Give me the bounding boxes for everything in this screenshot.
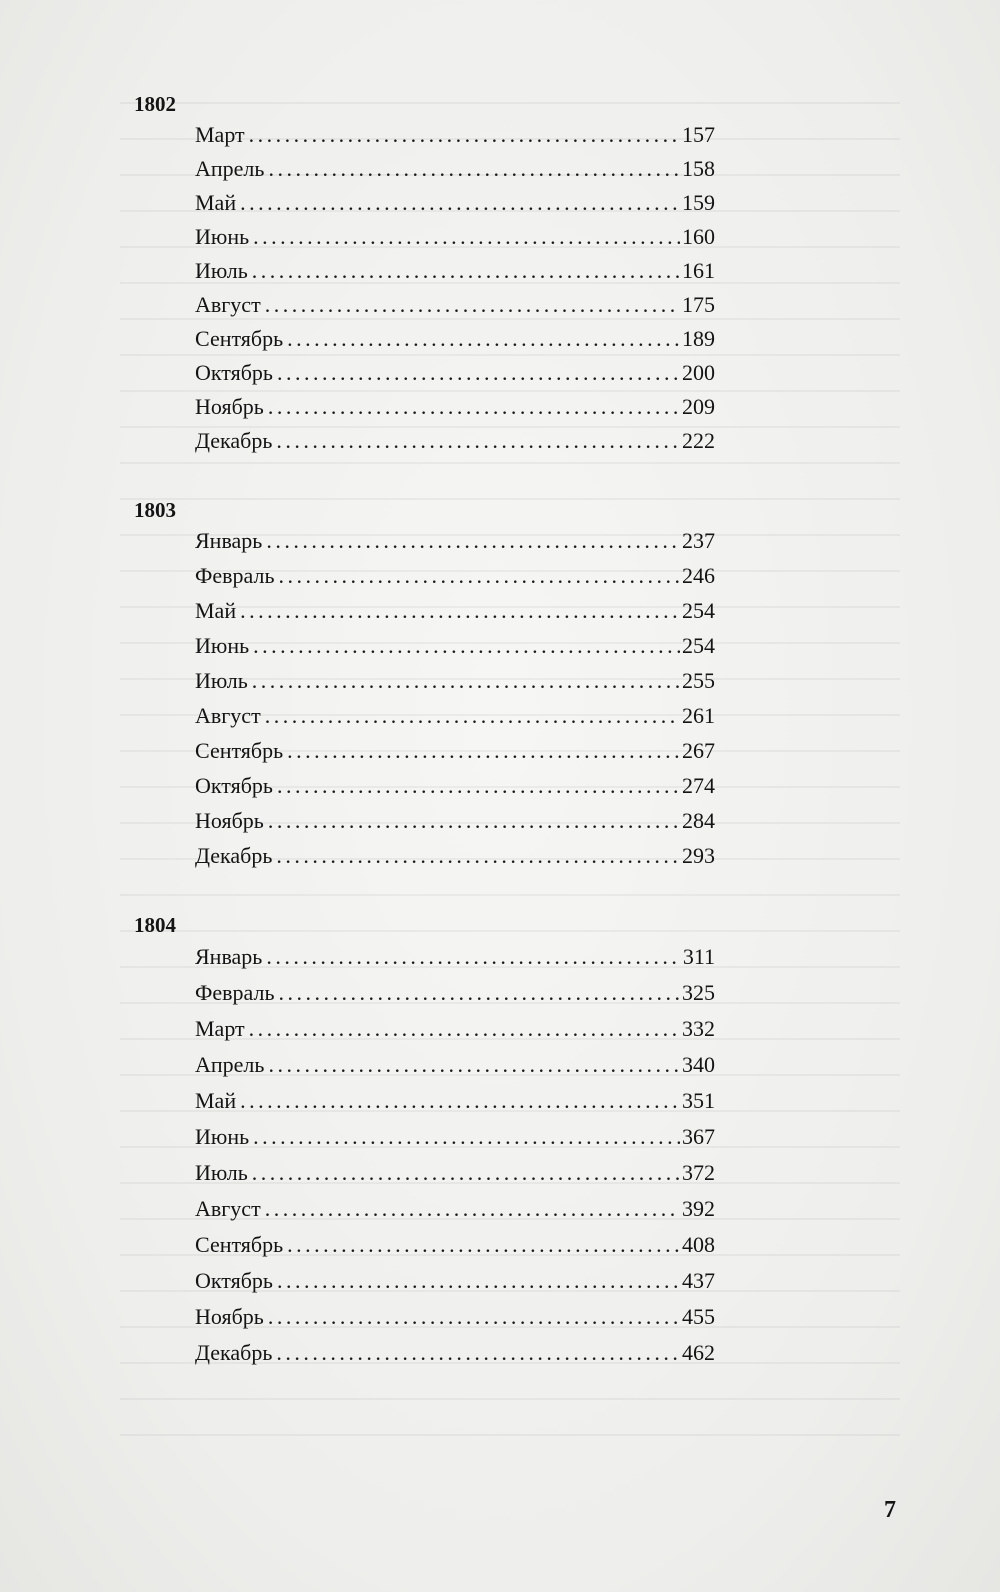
entry-page: 222: [682, 428, 715, 453]
entry-page: 437: [682, 1268, 715, 1293]
toc-entry: [195, 596, 715, 626]
entry-month: Январь: [195, 528, 263, 553]
toc-entry: [195, 1266, 715, 1296]
section-year: 1802: [134, 92, 176, 116]
entry-page: 267: [682, 738, 715, 763]
entry-month: Апрель: [195, 156, 265, 181]
leader-dots: [249, 120, 680, 150]
entry-month: Февраль: [195, 563, 275, 588]
entry-page: 367: [682, 1124, 715, 1149]
toc-entry: [195, 358, 715, 388]
leader-dots: [277, 1266, 680, 1296]
leader-dots: [287, 736, 680, 766]
toc-entry: [195, 526, 715, 556]
section-year: 1804: [134, 913, 176, 937]
leader-dots: [253, 222, 680, 252]
toc-entry: [195, 324, 715, 354]
toc-entry: [195, 256, 715, 286]
entry-month: Август: [195, 1196, 261, 1221]
entry-page: 209: [682, 394, 715, 419]
leader-dots: [252, 666, 680, 696]
toc-entry: [195, 631, 715, 661]
entry-month: Июнь: [195, 224, 250, 249]
entry-month: Июль: [195, 1160, 248, 1185]
entry-page: 160: [682, 224, 715, 249]
entry-month: Март: [195, 122, 245, 147]
leader-dots: [287, 324, 680, 354]
entry-page: 392: [682, 1196, 715, 1221]
leader-dots: [268, 806, 680, 836]
leader-dots: [253, 1122, 680, 1152]
toc-entry: [195, 1050, 715, 1080]
leader-dots: [252, 256, 680, 286]
entry-month: Сентябрь: [195, 1232, 284, 1257]
toc-entry: [195, 771, 715, 801]
toc-entry: [195, 1158, 715, 1188]
toc-entry: [195, 426, 715, 456]
entry-page: 372: [682, 1160, 715, 1185]
entry-month: Май: [195, 598, 237, 623]
entry-month: Октябрь: [195, 1268, 273, 1293]
entry-page: 325: [682, 980, 715, 1005]
toc-entry: [195, 736, 715, 766]
entry-page: 189: [682, 326, 715, 351]
leader-dots: [279, 561, 680, 591]
entry-month: Май: [195, 190, 237, 215]
leader-dots: [265, 1194, 680, 1224]
entry-page: 455: [682, 1304, 715, 1329]
toc-entry: [195, 222, 715, 252]
entry-page: 408: [682, 1232, 715, 1257]
toc-entry: [195, 392, 715, 422]
entry-page: 462: [682, 1340, 715, 1365]
toc-entry: [195, 120, 715, 150]
entry-page: 254: [682, 598, 715, 623]
toc-entry: [195, 188, 715, 218]
leader-dots: [277, 358, 680, 388]
entry-page: 175: [682, 292, 715, 317]
entry-page: 255: [682, 668, 715, 693]
toc-entry: [195, 1338, 715, 1368]
entry-month: Июнь: [195, 633, 250, 658]
leader-dots: [268, 392, 680, 422]
entry-month: Июль: [195, 668, 248, 693]
entry-month: Декабрь: [195, 428, 273, 453]
leader-dots: [266, 526, 680, 556]
entry-page: 246: [682, 563, 715, 588]
leader-dots: [277, 771, 680, 801]
entry-page: 158: [682, 156, 715, 181]
toc-entry: [195, 1122, 715, 1152]
toc-entry: [195, 806, 715, 836]
toc-entry: [195, 154, 715, 184]
entry-month: Февраль: [195, 980, 275, 1005]
toc-entry: [195, 561, 715, 591]
toc-entry: [195, 290, 715, 320]
leader-dots: [266, 942, 680, 972]
entry-page: 351: [682, 1088, 715, 1113]
toc-entry: [195, 1194, 715, 1224]
leader-dots: [240, 1086, 680, 1116]
leader-dots: [287, 1230, 680, 1260]
entry-month: Сентябрь: [195, 326, 284, 351]
entry-month: Август: [195, 703, 261, 728]
entry-page: 293: [682, 843, 715, 868]
leader-dots: [240, 188, 680, 218]
toc-entry: [195, 841, 715, 871]
entry-page: 274: [682, 773, 715, 798]
entry-month: Апрель: [195, 1052, 265, 1077]
entry-page: 340: [682, 1052, 715, 1077]
entry-month: Май: [195, 1088, 237, 1113]
entry-month: Июнь: [195, 1124, 250, 1149]
entry-month: Октябрь: [195, 360, 273, 385]
entry-month: Ноябрь: [195, 808, 264, 833]
toc-entry: [195, 1302, 715, 1332]
entry-page: 237: [682, 528, 715, 553]
toc-entry: [195, 666, 715, 696]
leader-dots: [276, 841, 680, 871]
leader-dots: [268, 154, 680, 184]
entry-month: Декабрь: [195, 843, 273, 868]
entry-page: 332: [682, 1016, 715, 1041]
toc-entry: [195, 1230, 715, 1260]
toc-entry: [195, 1014, 715, 1044]
leader-dots: [252, 1158, 680, 1188]
entry-page: 311: [682, 944, 715, 969]
entry-month: Август: [195, 292, 261, 317]
entry-month: Октябрь: [195, 773, 273, 798]
leader-dots: [268, 1050, 680, 1080]
toc-entry: [195, 1086, 715, 1116]
toc-entry: [195, 978, 715, 1008]
entry-month: Июль: [195, 258, 248, 283]
entry-page: 254: [682, 633, 715, 658]
section-year: 1803: [134, 498, 176, 522]
entry-page: 159: [682, 190, 715, 215]
entry-page: 200: [682, 360, 715, 385]
toc-entry: [195, 942, 715, 972]
entry-month: Декабрь: [195, 1340, 273, 1365]
leader-dots: [268, 1302, 680, 1332]
entry-month: Ноябрь: [195, 394, 264, 419]
toc-entry: [195, 701, 715, 731]
entry-month: Март: [195, 1016, 245, 1041]
leader-dots: [265, 701, 680, 731]
entry-page: 284: [682, 808, 715, 833]
entry-page: 261: [682, 703, 715, 728]
leader-dots: [249, 1014, 680, 1044]
leader-dots: [253, 631, 680, 661]
leader-dots: [276, 426, 680, 456]
leader-dots: [240, 596, 680, 626]
entry-page: 161: [682, 258, 715, 283]
leader-dots: [279, 978, 680, 1008]
entry-month: Сентябрь: [195, 738, 284, 763]
leader-dots: [276, 1338, 680, 1368]
leader-dots: [265, 290, 680, 320]
entry-month: Ноябрь: [195, 1304, 264, 1329]
entry-month: Январь: [195, 944, 263, 969]
page-number: 7: [884, 1497, 896, 1523]
entry-page: 157: [682, 122, 715, 147]
